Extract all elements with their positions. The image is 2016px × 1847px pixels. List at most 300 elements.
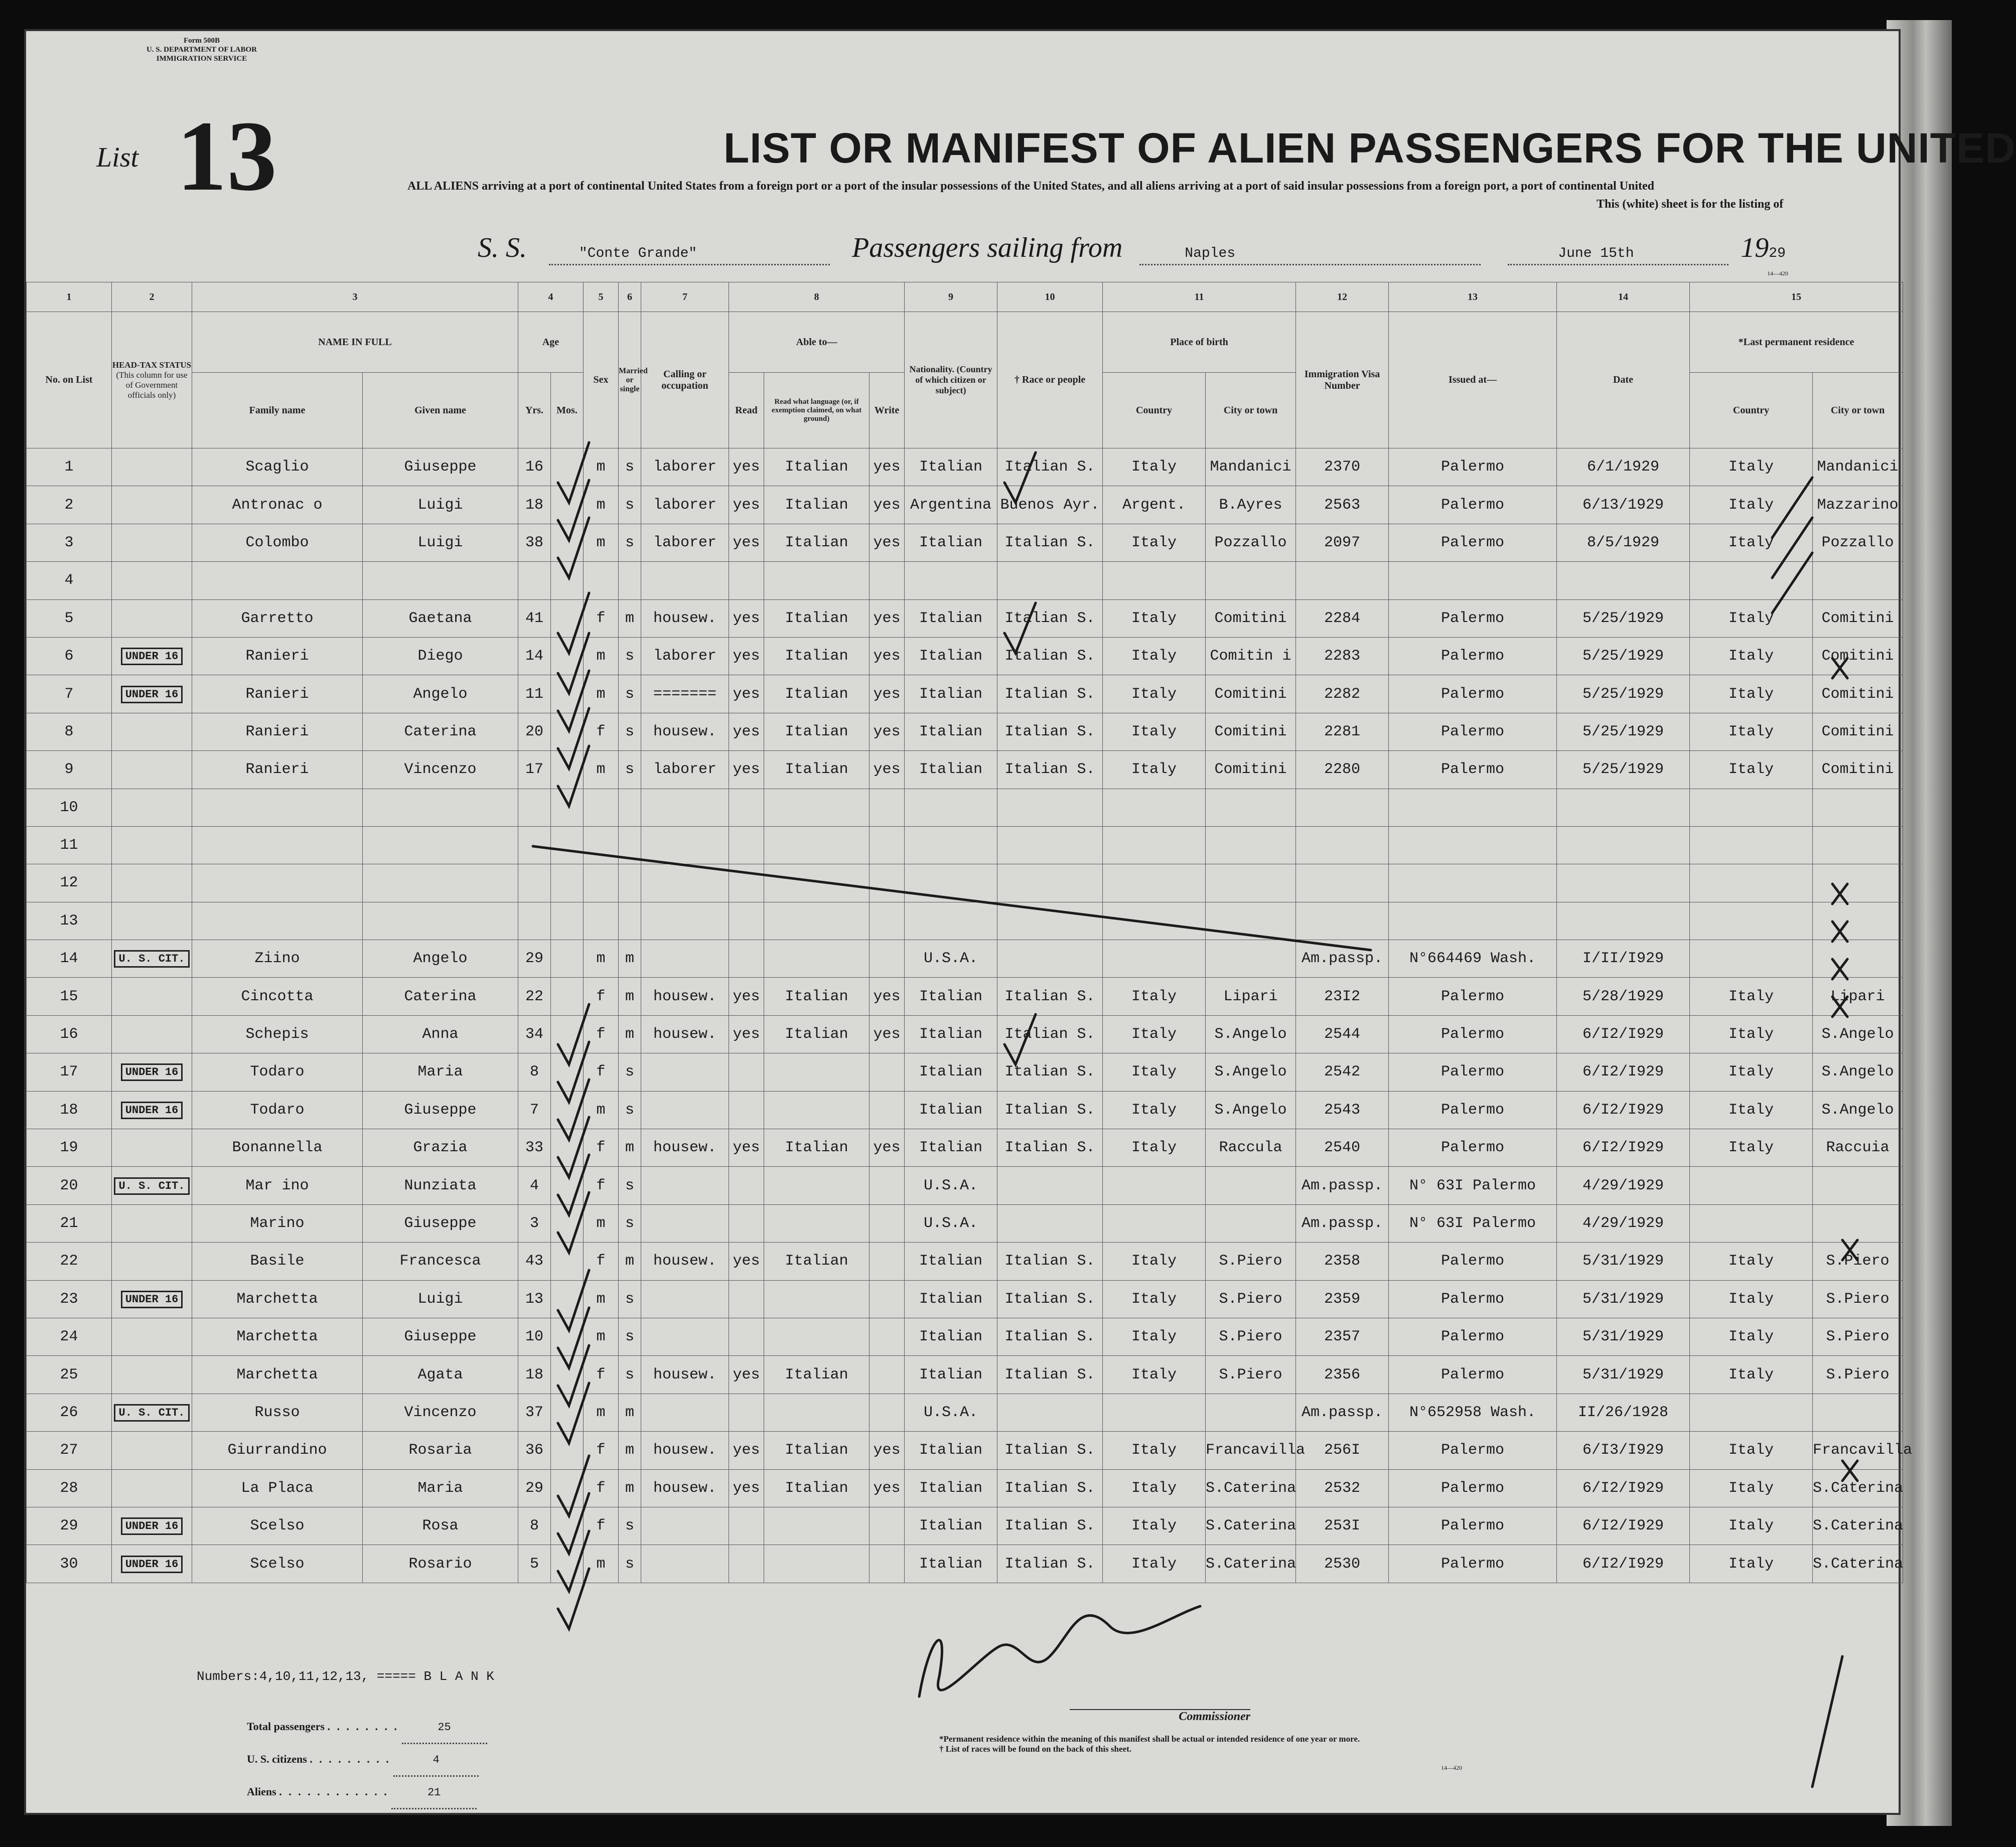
cell-ms: s — [619, 1091, 641, 1129]
cell-race: Italian S. — [997, 1545, 1103, 1583]
head-tax-stamp: U. S. CIT. — [114, 1404, 189, 1422]
cell-rcountry: Italy — [1690, 1469, 1813, 1507]
cell-bcountry: Argent. — [1103, 486, 1206, 524]
cell-issued: Palermo — [1389, 1318, 1557, 1355]
cell-issued: Palermo — [1389, 978, 1557, 1015]
manifest-title: LIST OR MANIFEST OF ALIEN PASSENGERS FOR THE UNITED — [724, 124, 2016, 172]
us-citizens: 4 — [393, 1745, 479, 1777]
cell-visa: 2544 — [1296, 1015, 1389, 1053]
cell-read: yes — [729, 486, 764, 524]
cell-given: Giuseppe — [363, 448, 518, 486]
cell-write: yes — [870, 675, 905, 713]
cell-rcountry: Italy — [1690, 1129, 1813, 1167]
cell-yrs: 11 — [518, 675, 551, 713]
cell-ms: s — [619, 524, 641, 561]
cell-yrs: 18 — [518, 486, 551, 524]
cell-bcountry: Italy — [1103, 1318, 1206, 1355]
cell-yrs: 8 — [518, 1053, 551, 1091]
cell-race: Italian S. — [997, 448, 1103, 486]
cell-date: 6/I2/I929 — [1557, 1129, 1690, 1167]
cell-bcity: S.Piero — [1206, 1356, 1296, 1394]
cell-visa: Am.passp. — [1296, 940, 1389, 978]
cell-yrs: 3 — [518, 1204, 551, 1242]
cell-sex: m — [584, 1545, 619, 1583]
ship-name: "Conte Grande" — [579, 246, 697, 261]
cell-family: Ranieri — [192, 637, 363, 675]
cell-sex: f — [584, 1432, 619, 1469]
col-write: Write — [870, 373, 905, 448]
cell-ms: s — [619, 637, 641, 675]
cell-nat: Italian — [905, 1432, 997, 1469]
cell-bcountry: Italy — [1103, 1129, 1206, 1167]
cell-nat: Italian — [905, 524, 997, 561]
cell-rcountry: Italy — [1690, 675, 1813, 713]
cell-date: 6/13/1929 — [1557, 486, 1690, 524]
cell-ms: m — [619, 599, 641, 637]
sailing-label: Passengers sailing from — [852, 232, 1123, 263]
cell-lang: Italian — [764, 978, 870, 1015]
col-last-residence: *Last permanent residence — [1690, 312, 1903, 373]
cell-given: Luigi — [363, 486, 518, 524]
cell-read: yes — [729, 1015, 764, 1053]
cell-lang: Italian — [764, 448, 870, 486]
cell-rcountry: Italy — [1690, 1243, 1813, 1280]
list-number: 13 — [177, 101, 277, 212]
cell-occ: laborer — [641, 486, 729, 524]
cell-write: yes — [870, 978, 905, 1015]
cell-visa: 23I2 — [1296, 978, 1389, 1015]
cell-rcity: Comitini — [1813, 675, 1903, 713]
cell-no: 3 — [27, 524, 112, 561]
cell-no: 16 — [27, 1015, 112, 1053]
cell-bcity: S.Angelo — [1206, 1053, 1296, 1091]
cell-ms: s — [619, 1280, 641, 1318]
cell-bcity: S.Piero — [1206, 1280, 1296, 1318]
cell-date: 5/31/1929 — [1557, 1280, 1690, 1318]
cell-occ: housew. — [641, 1129, 729, 1167]
sail-date: June 15th — [1558, 246, 1634, 261]
cell-lang: Italian — [764, 1243, 870, 1280]
cell-rcountry: Italy — [1690, 1432, 1813, 1469]
cell-sex: f — [584, 978, 619, 1015]
cell-no: 12 — [27, 864, 112, 902]
cell-lang: Italian — [764, 637, 870, 675]
cell-ms: s — [619, 1204, 641, 1242]
blank-numbers-note: Numbers:4,10,11,12,13, ===== B L A N K — [197, 1669, 494, 1684]
cell-no: 28 — [27, 1469, 112, 1507]
cell-rcountry: Italy — [1690, 1507, 1813, 1545]
cell-family: Ziino — [192, 940, 363, 978]
cell-rcity: S.Piero — [1813, 1318, 1903, 1355]
cell-given: Maria — [363, 1053, 518, 1091]
cell-yrs: 38 — [518, 524, 551, 561]
cell-no: 9 — [27, 751, 112, 789]
department: U. S. DEPARTMENT OF LABOR — [146, 46, 257, 54]
cell-bcity: S.Angelo — [1206, 1015, 1296, 1053]
cell-write: yes — [870, 486, 905, 524]
cell-occ: housew. — [641, 978, 729, 1015]
cell-race: Italian S. — [997, 1318, 1103, 1355]
cell-rcity: S.Angelo — [1813, 1091, 1903, 1129]
col-head-tax: HEAD-TAX STATUS (This column for use of Government officials only) — [112, 312, 192, 448]
cell-issued: Palermo — [1389, 599, 1557, 637]
aliens-line: Aliens . . . . . . . . . . . . 21 — [247, 1777, 487, 1809]
margin-slash-bottom — [1812, 1656, 1842, 1787]
handwritten-annotations — [26, 31, 1903, 1817]
cell-bcity: B.Ayres — [1206, 486, 1296, 524]
cell-rcountry: Italy — [1690, 486, 1813, 524]
cell-sex: m — [584, 448, 619, 486]
cell-ms: s — [619, 1053, 641, 1091]
cell-race: Italian S. — [997, 1356, 1103, 1394]
cell-rcountry: Italy — [1690, 1091, 1813, 1129]
cell-rcountry: Italy — [1690, 637, 1813, 675]
cell-bcountry: Italy — [1103, 978, 1206, 1015]
cell-yrs: 22 — [518, 978, 551, 1015]
cell-issued: N°652958 Wash. — [1389, 1394, 1557, 1431]
cell-bcity: Lipari — [1206, 978, 1296, 1015]
cell-race: Italian S. — [997, 1015, 1103, 1053]
cell-visa: 2282 — [1296, 675, 1389, 713]
cell-issued: Palermo — [1389, 1469, 1557, 1507]
cell-issued: Palermo — [1389, 486, 1557, 524]
cell-rcountry: Italy — [1690, 713, 1813, 750]
cell-rcountry: Italy — [1690, 599, 1813, 637]
cell-bcountry: Italy — [1103, 1507, 1206, 1545]
cell-yrs: 33 — [518, 1129, 551, 1167]
cell-visa: 2356 — [1296, 1356, 1389, 1394]
cell-date: 6/1/1929 — [1557, 448, 1690, 486]
cell-ms: s — [619, 751, 641, 789]
cell-read: yes — [729, 1469, 764, 1507]
cell-rcity: Comitini — [1813, 637, 1903, 675]
cell-bcity: S.Angelo — [1206, 1091, 1296, 1129]
cell-issued: Palermo — [1389, 1280, 1557, 1318]
cell-lang: Italian — [764, 524, 870, 561]
cell-visa: 2358 — [1296, 1243, 1389, 1280]
cell-visa: Am.passp. — [1296, 1167, 1389, 1204]
cell-no: 2 — [27, 486, 112, 524]
cell-nat: Italian — [905, 1545, 997, 1583]
head-tax-stamp: UNDER 16 — [121, 686, 183, 703]
cell-visa: 2532 — [1296, 1469, 1389, 1507]
cell-yrs: 43 — [518, 1243, 551, 1280]
cell-race: Italian S. — [997, 1469, 1103, 1507]
col-given-name: Given name — [363, 373, 518, 448]
cell-family: Todaro — [192, 1053, 363, 1091]
cell-rcity: Lipari — [1813, 978, 1903, 1015]
cell-nat: Italian — [905, 1280, 997, 1318]
cell-bcountry: Italy — [1103, 675, 1206, 713]
cell-rcity: Pozzallo — [1813, 524, 1903, 561]
cell-bcountry: Italy — [1103, 1091, 1206, 1129]
cell-yrs: 14 — [518, 637, 551, 675]
cell-bcountry: Italy — [1103, 751, 1206, 789]
cell-given: Maria — [363, 1469, 518, 1507]
port-name: Naples — [1185, 246, 1236, 261]
cell-family: Ranieri — [192, 751, 363, 789]
footnote-races: † List of races will be found on the back of this sheet. — [939, 1744, 1131, 1754]
cell-given: Agata — [363, 1356, 518, 1394]
cell-date: 5/25/1929 — [1557, 599, 1690, 637]
cell-given: Francesca — [363, 1243, 518, 1280]
cell-rcity: S.Piero — [1813, 1280, 1903, 1318]
cell-visa: 2357 — [1296, 1318, 1389, 1355]
cell-no: 5 — [27, 599, 112, 637]
cell-sex: m — [584, 751, 619, 789]
cell-family: La Placa — [192, 1469, 363, 1507]
head-tax-stamp: UNDER 16 — [121, 1291, 183, 1308]
cell-given: Luigi — [363, 524, 518, 561]
cell-issued: Palermo — [1389, 1243, 1557, 1280]
col-race: † Race or people — [997, 312, 1103, 448]
cell-date: 6/I2/I929 — [1557, 1015, 1690, 1053]
manifest-subtitle-2: This (white) sheet is for the listing of — [1597, 198, 1784, 211]
cell-family: Colombo — [192, 524, 363, 561]
cell-bcountry: Italy — [1103, 1356, 1206, 1394]
ss-label: S. S. — [478, 232, 527, 263]
cell-date: 5/31/1929 — [1557, 1318, 1690, 1355]
aliens: 21 — [391, 1778, 477, 1809]
cell-date: I/II/I929 — [1557, 940, 1690, 978]
col-date: Date — [1557, 312, 1690, 448]
head-tax-stamp: UNDER 16 — [121, 1556, 183, 1573]
cell-given: Gaetana — [363, 599, 518, 637]
cell-bcity: Mandanici — [1206, 448, 1296, 486]
cell-write: yes — [870, 599, 905, 637]
cell-no: 17 — [27, 1053, 112, 1091]
cell-rcity: Mandanici — [1813, 448, 1903, 486]
cell-read: yes — [729, 1129, 764, 1167]
cell-occ: housew. — [641, 1356, 729, 1394]
cell-read: yes — [729, 713, 764, 750]
cell-date: 6/I3/I929 — [1557, 1432, 1690, 1469]
cell-date: 4/29/1929 — [1557, 1204, 1690, 1242]
cell-sex: m — [584, 940, 619, 978]
cell-race: Italian S. — [997, 751, 1103, 789]
cell-rcountry: Italy — [1690, 1545, 1813, 1583]
cell-bcity: S.Caterina — [1206, 1507, 1296, 1545]
cell-date: 5/25/1929 — [1557, 675, 1690, 713]
cell-lang: Italian — [764, 1432, 870, 1469]
cell-nat: U.S.A. — [905, 940, 997, 978]
cell-issued: Palermo — [1389, 1432, 1557, 1469]
cell-sex: f — [584, 1243, 619, 1280]
footnote-residence: *Permanent residence within the meaning of this manifest shall be actual or intended residence of one year or more. — [939, 1734, 1360, 1744]
cell-read: yes — [729, 524, 764, 561]
cell-rcountry: Italy — [1690, 1356, 1813, 1394]
col-res-country: Country — [1690, 373, 1813, 448]
col-place-of-birth: Place of birth — [1103, 312, 1296, 373]
cell-occ: ======= — [641, 675, 729, 713]
cell-family: Marchetta — [192, 1356, 363, 1394]
manifest-subtitle: ALL ALIENS arriving at a port of continental United States from a foreign port or a port of the insular possessions of the United States, and all aliens arriving at a port of said insular possessions from a foreign port, a port of continental United — [407, 180, 1654, 193]
cell-ms: s — [619, 1356, 641, 1394]
cell-no: 26 — [27, 1394, 112, 1431]
cell-nat: Italian — [905, 1015, 997, 1053]
cell-ms: m — [619, 1015, 641, 1053]
head-tax-stamp: U. S. CIT. — [114, 1177, 189, 1195]
cell-rcountry: Italy — [1690, 1053, 1813, 1091]
cell-nat: Argentina — [905, 486, 997, 524]
cell-read: yes — [729, 599, 764, 637]
cell-yrs: 13 — [518, 1280, 551, 1318]
cell-read: yes — [729, 751, 764, 789]
cell-family: Garretto — [192, 599, 363, 637]
cell-nat: Italian — [905, 1053, 997, 1091]
margin-x-marks — [1832, 658, 1857, 1481]
cell-ms: s — [619, 1545, 641, 1583]
cell-family: Cincotta — [192, 978, 363, 1015]
cell-sex: f — [584, 1053, 619, 1091]
year-prefix: 19 — [1741, 232, 1769, 263]
cell-no: 4 — [27, 562, 112, 599]
cell-visa: 2543 — [1296, 1091, 1389, 1129]
cell-rcity: S.Piero — [1813, 1356, 1903, 1394]
cell-race: Italian S. — [997, 1432, 1103, 1469]
cell-occ: housew. — [641, 1469, 729, 1507]
cell-rcity: Comitini — [1813, 599, 1903, 637]
cell-visa: 256I — [1296, 1432, 1389, 1469]
cell-rcity: S.Caterina — [1813, 1507, 1903, 1545]
cell-lang: Italian — [764, 486, 870, 524]
cell-rcountry: Italy — [1690, 1318, 1813, 1355]
cell-ms: s — [619, 486, 641, 524]
cell-occ: housew. — [641, 1015, 729, 1053]
cell-bcity: S.Caterina — [1206, 1469, 1296, 1507]
col-visa: Immigration Visa Number — [1296, 312, 1389, 448]
cell-issued: Palermo — [1389, 1129, 1557, 1167]
cell-nat: Italian — [905, 448, 997, 486]
cell-rcity: Francavilla — [1813, 1432, 1903, 1469]
cell-visa: 2542 — [1296, 1053, 1389, 1091]
cell-issued: Palermo — [1389, 1091, 1557, 1129]
cell-lang: Italian — [764, 751, 870, 789]
cell-issued: Palermo — [1389, 1507, 1557, 1545]
cell-ms: s — [619, 713, 641, 750]
cell-occ: housew. — [641, 599, 729, 637]
cell-issued: Palermo — [1389, 1545, 1557, 1583]
cell-race: Italian S. — [997, 637, 1103, 675]
cell-family: Scelso — [192, 1507, 363, 1545]
cell-sex: m — [584, 637, 619, 675]
cell-date: 5/31/1929 — [1557, 1356, 1690, 1394]
cell-given: Vincenzo — [363, 751, 518, 789]
cell-yrs: 17 — [518, 751, 551, 789]
cell-family: Basile — [192, 1243, 363, 1280]
cell-family: Giurrandino — [192, 1432, 363, 1469]
list-label: List — [96, 142, 139, 173]
cell-race: Italian S. — [997, 1280, 1103, 1318]
cell-no: 19 — [27, 1129, 112, 1167]
cell-given: Rosario — [363, 1545, 518, 1583]
cell-rcountry: Italy — [1690, 1280, 1813, 1318]
cell-bcity: Pozzallo — [1206, 524, 1296, 561]
cell-visa: 2359 — [1296, 1280, 1389, 1318]
col-age: Age — [518, 312, 584, 373]
cell-nat: Italian — [905, 1243, 997, 1280]
head-tax-stamp: UNDER 16 — [121, 1102, 183, 1119]
cell-yrs: 29 — [518, 1469, 551, 1507]
cell-date: 6/I2/I929 — [1557, 1091, 1690, 1129]
cell-issued: Palermo — [1389, 713, 1557, 750]
cell-read: yes — [729, 448, 764, 486]
cell-rcountry: Italy — [1690, 1015, 1813, 1053]
cell-ms: m — [619, 1432, 641, 1469]
col-calling: Calling or occupation — [641, 312, 729, 448]
col-birth-city: City or town — [1206, 373, 1296, 448]
cell-family: Ranieri — [192, 713, 363, 750]
cell-family: Russo — [192, 1394, 363, 1431]
cell-write: yes — [870, 1129, 905, 1167]
cell-no: 18 — [27, 1091, 112, 1129]
cell-ms: m — [619, 1469, 641, 1507]
cell-issued: Palermo — [1389, 1015, 1557, 1053]
column-number-row: 1 2 3 4 5 6 7 8 9 10 11 12 13 14 15 — [27, 282, 1903, 312]
cell-given: Giuseppe — [363, 1318, 518, 1355]
cell-bcity: Raccula — [1206, 1129, 1296, 1167]
cell-nat: U.S.A. — [905, 1167, 997, 1204]
cell-ms: m — [619, 978, 641, 1015]
cell-no: 21 — [27, 1204, 112, 1242]
cell-rcity: S.Piero — [1813, 1243, 1903, 1280]
cell-rcity: Comitini — [1813, 713, 1903, 750]
col-birth-country: Country — [1103, 373, 1206, 448]
cell-nat: Italian — [905, 637, 997, 675]
cell-write: yes — [870, 1432, 905, 1469]
cell-read: yes — [729, 1432, 764, 1469]
cell-ms: m — [619, 1129, 641, 1167]
cell-rcountry: Italy — [1690, 751, 1813, 789]
cell-nat: Italian — [905, 599, 997, 637]
cell-bcity: Comitini — [1206, 751, 1296, 789]
head-tax-stamp: U. S. CIT. — [114, 950, 189, 968]
cell-occ: housew. — [641, 1432, 729, 1469]
cell-lang: Italian — [764, 599, 870, 637]
col-sex: Sex — [584, 312, 619, 448]
cell-nat: Italian — [905, 1356, 997, 1394]
cell-given: Angelo — [363, 675, 518, 713]
cell-bcountry: Italy — [1103, 637, 1206, 675]
year-suffix: 29 — [1769, 246, 1786, 261]
total-passengers-line: Total passengers . . . . . . . . 25 — [247, 1712, 487, 1744]
total-passengers: 25 — [402, 1713, 487, 1744]
cell-occ: housew. — [641, 1243, 729, 1280]
cell-no: 6 — [27, 637, 112, 675]
col-able-to: Able to— — [729, 312, 905, 373]
cell-family: Scaglio — [192, 448, 363, 486]
blank-rows-strike-line — [533, 846, 1371, 950]
cell-given: Giuseppe — [363, 1204, 518, 1242]
cell-yrs: 7 — [518, 1091, 551, 1129]
cell-bcountry: Italy — [1103, 1545, 1206, 1583]
cell-no: 1 — [27, 448, 112, 486]
cell-nat: Italian — [905, 1091, 997, 1129]
cell-write: yes — [870, 713, 905, 750]
col-no: No. on List — [27, 312, 112, 448]
cell-ms: s — [619, 448, 641, 486]
cell-ms: m — [619, 1394, 641, 1431]
margin-slash-strokes — [1772, 478, 1812, 613]
col-nationality: Nationality. (Country of which citizen or subject) — [905, 312, 997, 448]
cell-occ: laborer — [641, 448, 729, 486]
cell-no: 7 — [27, 675, 112, 713]
cell-family: Antronac o — [192, 486, 363, 524]
cell-visa: 2540 — [1296, 1129, 1389, 1167]
cell-rcity: S.Caterina — [1813, 1469, 1903, 1507]
cell-bcity: Comitini — [1206, 599, 1296, 637]
cell-yrs: 16 — [518, 448, 551, 486]
